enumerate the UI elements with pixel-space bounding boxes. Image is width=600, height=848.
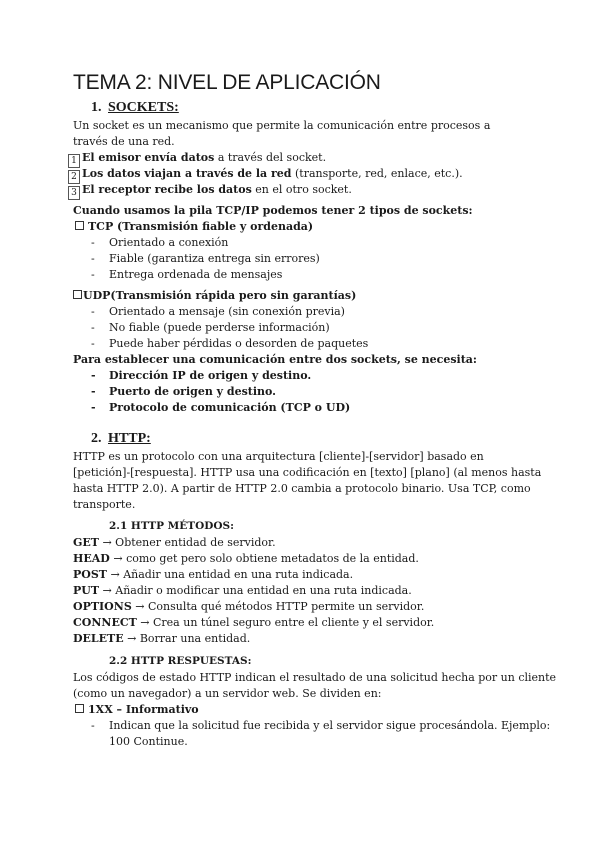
1xx-heading: [75, 702, 199, 718]
tcp-label: TCP (Transmisión fiable y ordenada): [88, 220, 314, 233]
method-row: [73, 599, 424, 615]
step-rest: (transporte, red, enlace, etc.).: [291, 167, 463, 180]
method-name: DELETE: [73, 632, 124, 645]
section-label: SOCKETS:: [108, 100, 179, 115]
method-name: PUT: [73, 584, 100, 597]
1xx-label: 1XX – Informativo: [88, 703, 199, 716]
step-number-box: 2: [68, 170, 80, 184]
socket-types-intro: Cuando usamos la pila TCP/IP podemos tener 2 tipos de sockets:: [73, 204, 473, 217]
step-item: [68, 182, 352, 200]
methods-subheading: 2.1 HTTP MÉTODOS:: [109, 520, 234, 532]
step-bold: Los datos viajan a través de la red: [82, 167, 292, 180]
list-item: - Dirección IP de origen y destino.: [91, 369, 312, 382]
responses-intro-line: (como un navegador) a un servidor web. Se dividen en:: [73, 687, 382, 700]
section-number: 1.: [91, 100, 102, 115]
responses-subheading: 2.2 HTTP RESPUESTAS:: [109, 655, 252, 667]
udp-label: UDP(Transmisión rápida pero sin garantías): [83, 289, 357, 302]
tcp-heading: [75, 219, 313, 235]
http-intro-line: hasta HTTP 2.0). A partir de HTTP 2.0 cambia a protocolo binario. Usa TCP, como: [73, 482, 531, 495]
step-number-box: 3: [68, 186, 80, 200]
list-item-text: Dirección IP de origen y destino.: [109, 369, 312, 382]
method-desc: → Crea un túnel seguro entre el cliente y el servidor.: [136, 616, 435, 629]
list-item-text: No fiable (puede perderse información): [109, 321, 330, 334]
list-item: - Puede haber pérdidas o desorden de paquetes: [91, 337, 369, 350]
method-name: POST: [73, 568, 107, 581]
method-row: [73, 615, 434, 631]
list-item-text: Fiable (garantiza entrega sin errores): [109, 252, 320, 265]
step-rest: en el otro socket.: [251, 183, 352, 196]
http-intro-line: transporte.: [73, 498, 136, 511]
section-heading-sockets: [91, 100, 179, 116]
method-row: [73, 535, 276, 551]
method-row: [73, 583, 412, 599]
method-row: [73, 567, 353, 583]
needs-intro: Para establecer una comunicación entre dos sockets, se necesita:: [73, 353, 477, 366]
method-name: CONNECT: [73, 616, 137, 629]
method-name: OPTIONS: [73, 600, 132, 613]
list-item: - Puerto de origen y destino.: [91, 385, 276, 398]
section-heading-http: [91, 431, 151, 447]
step-number-box: 1: [68, 154, 80, 168]
list-item-text: Puede haber pérdidas o desorden de paquetes: [109, 337, 369, 350]
http-intro-line: HTTP es un protocolo con una arquitectura [cliente]-[servidor] basado en: [73, 450, 484, 463]
list-item: - Orientado a conexión: [91, 236, 229, 249]
method-desc: → Consulta qué métodos HTTP permite un servidor.: [131, 600, 425, 613]
list-item: - Entrega ordenada de mensajes: [91, 268, 283, 281]
list-item: - Fiable (garantiza entrega sin errores): [91, 252, 320, 265]
list-item: - Orientado a mensaje (sin conexión previa): [91, 305, 345, 318]
page-title: TEMA 2: NIVEL DE APLICACIÓN: [73, 71, 381, 94]
list-item-text: Puerto de origen y destino.: [109, 385, 276, 398]
list-item: - Protocolo de comunicación (TCP o UD): [91, 401, 351, 414]
list-item-text: Entrega ordenada de mensajes: [109, 268, 283, 281]
section-label: HTTP:: [108, 431, 151, 446]
method-desc: → como get pero solo obtiene metadatos de la entidad.: [109, 552, 419, 565]
sockets-intro: Un socket es un mecanismo que permite la comunicación entre procesos a través de una red.: [73, 119, 491, 148]
checkbox-bullet-icon: [73, 290, 82, 299]
method-desc: → Añadir una entidad en una ruta indicada.: [106, 568, 354, 581]
list-item-text: Protocolo de comunicación (TCP o UD): [109, 401, 351, 414]
list-item: - Indican que la solicitud fue recibida y el servidor sigue procesándola. Ejemplo:: [91, 719, 551, 732]
method-row: [73, 631, 250, 647]
step-bold: El emisor envía datos: [82, 151, 215, 164]
list-item-text: Orientado a mensaje (sin conexión previa): [109, 305, 345, 318]
checkbox-bullet-icon: [75, 704, 84, 713]
step-bold: El receptor recibe los datos: [82, 183, 252, 196]
step-rest: a través del socket.: [214, 151, 327, 164]
checkbox-bullet-icon: [75, 221, 84, 230]
method-desc: → Añadir o modificar una entidad en una ruta indicada.: [99, 584, 412, 597]
responses-intro-line: Los códigos de estado HTTP indican el resultado de una solicitud hecha por un cliente: [73, 671, 557, 684]
method-name: HEAD: [73, 552, 110, 565]
list-item-text: Indican que la solicitud fue recibida y el servidor sigue procesándola. Ejemplo:: [109, 719, 551, 732]
http-intro-line: [petición]-[respuesta]. HTTP usa una codificación en [texto] [plano] (al menos hasta: [73, 466, 542, 479]
method-desc: → Borrar una entidad.: [123, 632, 251, 645]
section-number: 2.: [91, 431, 102, 446]
method-row: [73, 551, 419, 567]
udp-heading: [73, 288, 356, 304]
list-item-continuation: 100 Continue.: [109, 735, 188, 748]
list-item: - No fiable (puede perderse información): [91, 321, 330, 334]
method-desc: → Obtener entidad de servidor.: [98, 536, 276, 549]
method-name: GET: [73, 536, 99, 549]
list-item-text: Orientado a conexión: [109, 236, 229, 249]
